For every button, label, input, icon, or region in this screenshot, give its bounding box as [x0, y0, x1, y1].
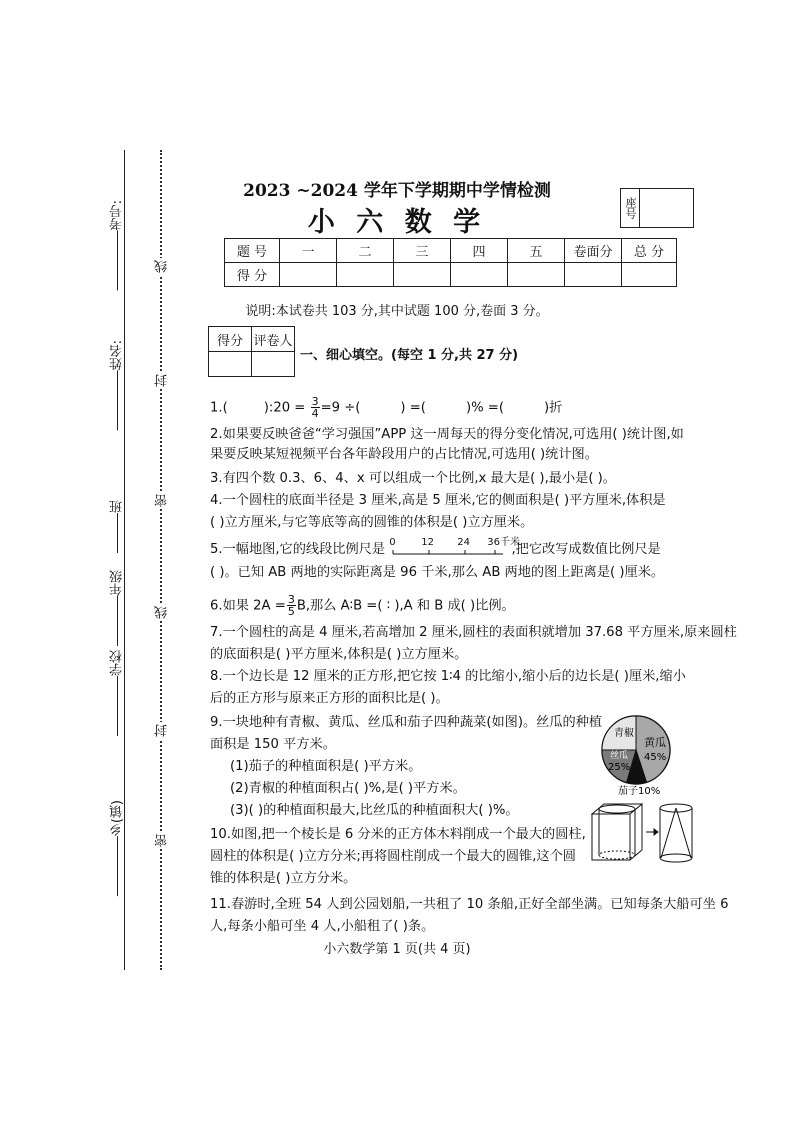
- question-10-line-1: 10.如图,把一个棱长是 6 分米的正方体木料削成一个最大的圆柱,: [210, 827, 586, 842]
- seal-word-xian-2: 线: [155, 606, 170, 619]
- pie-label-huanggua: 黄瓜: [644, 736, 666, 749]
- pie-label-sigua-pct: 25%: [608, 762, 631, 773]
- question-8-line-1: 8.一个边长是 12 厘米的正方形,把它按 1∶4 的比缩小,缩小后的边长是( )厘米,缩小: [210, 669, 686, 684]
- question-5-line-1: 5.一幅地图,它的线段比例尺是 0 12 24 36千米 ,把它改写成数值比例尺是: [210, 540, 661, 559]
- score-header-cell: 三: [394, 239, 451, 263]
- question-10-line-2: 圆柱的体积是( )立方分米;再将圆柱削成一个最大的圆锥,这个圆: [210, 849, 576, 864]
- question-9-sub-3: (3)( )的种植面积最大,比丝瓜的种植面积大( )%。: [230, 803, 519, 818]
- question-9-sub-1: (1)茄子的种植面积是( )平方米。: [230, 759, 422, 774]
- school-label: 学校: [110, 650, 125, 676]
- scale-tick-24: 24: [457, 537, 470, 548]
- score-cell[interactable]: [394, 263, 451, 287]
- fraction-3-5: $\frac{3}{5}$: [287, 593, 295, 618]
- score-cell[interactable]: [337, 263, 394, 287]
- question-6: 6.如果 2A = $\frac{3}{5}$ B,那么 A∶B =( ∶ ),A 和 B 成( )比例。: [210, 593, 515, 618]
- cube-with-cylinder-icon: [592, 804, 642, 860]
- grade-field: [108, 570, 127, 646]
- question-9-line-2: 面积是 150 平方米。: [210, 737, 336, 752]
- exam-title: 2023 ~2024 学年下学期期中学情检测: [243, 181, 551, 201]
- question-7-line-2: 的底面积是( )平方厘米,体积是( )立方厘米。: [210, 647, 468, 662]
- question-5-line-2: ( )。已知 AB 两地的实际距离是 96 千米,那么 AB 两地的图上距离是( )厘米。: [210, 565, 665, 580]
- grader-name-label: 评卷人: [252, 327, 295, 352]
- question-2-line-1: 2.如果要反映爸爸“学习强国”APP 这一周每天的得分变化情况,可选用( )统计图,如: [210, 427, 684, 442]
- grader-table: [208, 326, 295, 377]
- scale-tick-0: 0: [389, 537, 396, 548]
- page-footer: 小六数学第 1 页(共 4 页): [323, 942, 471, 957]
- score-header-cell: 总 分: [622, 239, 677, 263]
- fraction-3-4: $\frac{3}{4}$: [311, 395, 319, 420]
- seal-word-mi-1: 密: [155, 494, 170, 507]
- score-cell[interactable]: [622, 263, 677, 287]
- cylinder-with-cone-icon: [660, 804, 692, 862]
- exam-number-label: 考号:: [110, 200, 125, 231]
- score-table: [224, 238, 677, 287]
- score-table-score-row: [225, 263, 677, 287]
- question-10-line-3: 锥的体积是( )立方分米。: [210, 871, 357, 886]
- township-field: [108, 800, 127, 896]
- pie-caption-qiezi: 茄子10%: [618, 786, 661, 796]
- score-header-cell: 四: [451, 239, 508, 263]
- question-9-line-1: 9.一块地种有青椒、黄瓜、丝瓜和茄子四种蔬菜(如图)。丝瓜的种植: [210, 715, 603, 730]
- grader-score-cell[interactable]: [209, 352, 252, 377]
- section-1-heading: 一、细心填空。(每空 1 分,共 27 分): [300, 348, 519, 363]
- score-header-cell: 卷面分: [565, 239, 622, 263]
- question-4-line-1: 4.一个圆柱的底面半径是 3 厘米,高是 5 厘米,它的侧面积是( )平方厘米,体积是: [210, 493, 666, 508]
- score-header-cell: 题 号: [225, 239, 280, 263]
- seal-word-feng-1: 封: [155, 374, 170, 387]
- score-header-cell: 一: [280, 239, 337, 263]
- scale-tick-12: 12: [421, 537, 434, 548]
- question-7-line-1: 7.一个圆柱的高是 4 厘米,若高增加 2 厘米,圆柱的表面积就增加 37.68 平方厘米,原来圆柱: [210, 625, 737, 640]
- seat-number-box[interactable]: [620, 188, 694, 228]
- school-field: [108, 650, 127, 736]
- score-cell[interactable]: [508, 263, 565, 287]
- arrow-icon: [646, 829, 658, 835]
- score-row-label: 得 分: [225, 263, 280, 287]
- score-cell[interactable]: [451, 263, 508, 287]
- grader-name-cell[interactable]: [252, 352, 295, 377]
- score-header-cell: 二: [337, 239, 394, 263]
- pie-label-qingjiao: 青椒: [614, 728, 634, 739]
- question-11-line-1: 11.春游时,全班 54 人到公园划船,一共租了 10 条船,正好全部坐满。已知每条大船可坐 6: [210, 897, 729, 912]
- line-scale-bar: [389, 537, 520, 558]
- seal-word-mi-2: 密: [155, 834, 170, 847]
- scale-tick-36: 36千米: [487, 537, 520, 548]
- subject-title: 小 六 数 学: [307, 207, 487, 238]
- seat-number-label: 座号: [621, 189, 640, 227]
- score-cell[interactable]: [280, 263, 337, 287]
- vegetable-pie-chart: [598, 712, 688, 796]
- seal-word-feng-2: 封: [155, 724, 170, 737]
- cube-cylinder-cone-figure: [588, 800, 696, 870]
- question-4-line-2: ( )立方厘米,与它等底等高的圆锥的体积是( )立方厘米。: [210, 515, 534, 530]
- pie-label-sigua: 丝瓜: [610, 751, 629, 761]
- question-9-sub-2: (2)青椒的种植面积占( )%,是( )平方米。: [230, 781, 466, 796]
- class-field: [108, 500, 127, 553]
- question-8-line-2: 后的正方形与原来正方形的面积比是( )。: [210, 691, 449, 706]
- question-2-line-2: 果要反映某短视频平台各年龄段用户的占比情况,可选用( )统计图。: [210, 447, 598, 462]
- grade-label: 年级: [110, 570, 125, 596]
- score-header-cell: 五: [508, 239, 565, 263]
- exam-note: 说明:本试卷共 103 分,其中试题 100 分,卷面 3 分。: [245, 304, 549, 319]
- question-3: 3.有四个数 0.3、6、4、x 可以组成一个比例,x 最大是( ),最小是( )。: [210, 471, 616, 486]
- score-cell[interactable]: [565, 263, 622, 287]
- name-field: [108, 340, 127, 430]
- grader-score-label: 得分: [209, 327, 252, 352]
- pie-label-huanggua-pct: 45%: [644, 752, 667, 763]
- seal-word-xian-1: 线: [155, 260, 170, 273]
- name-label: 姓名:: [110, 340, 125, 371]
- township-label: 乡(镇): [110, 800, 125, 837]
- class-label: 班: [110, 500, 125, 513]
- question-11-line-2: 人,每条小船可坐 4 人,小船租了( )条。: [210, 919, 435, 934]
- score-table-header-row: [225, 239, 677, 263]
- question-1: 1.( ):20 = $\frac{3}{4}$ =9 ÷( ) =( )% =( )折: [210, 395, 563, 420]
